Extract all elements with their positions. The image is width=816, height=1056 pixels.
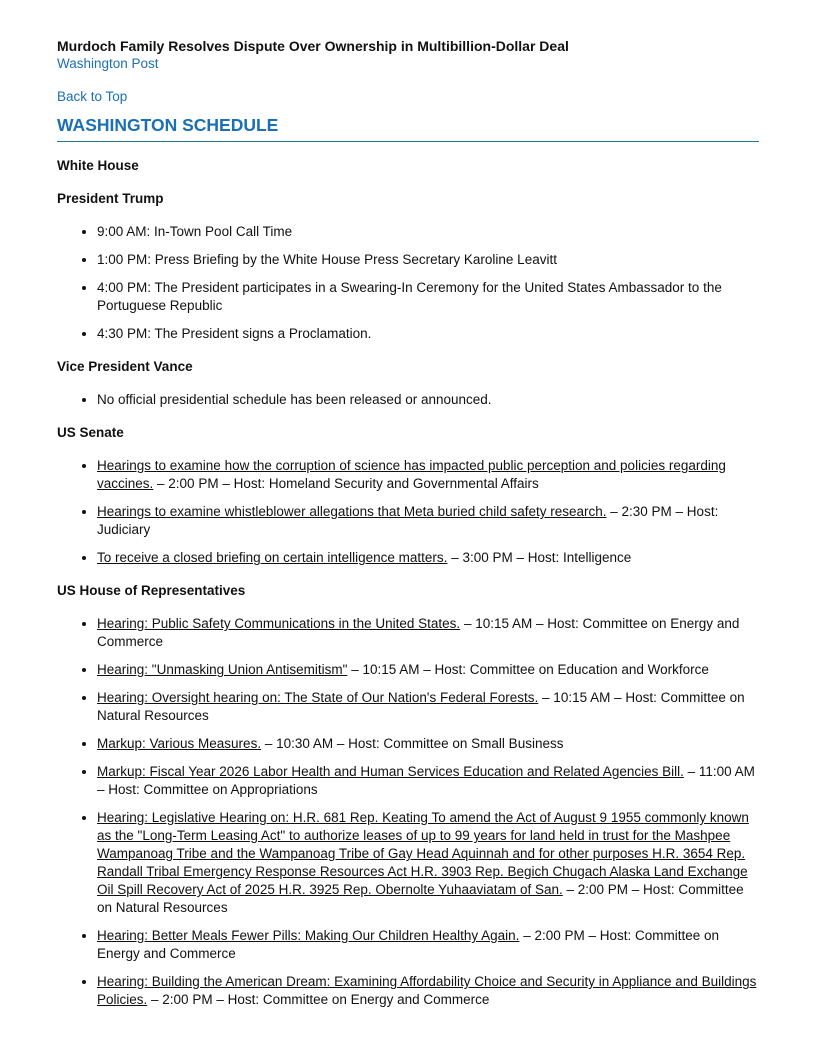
hearing-link[interactable]: Hearing: Public Safety Communications in the United States. <box>97 616 461 631</box>
list-item: • 1:00 PM: Press Briefing by the White House Press Secretary Karoline Leavitt <box>97 251 759 269</box>
story-title: Murdoch Family Resolves Dispute Over Ownership in Multibillion-Dollar Deal <box>57 38 569 54</box>
story-source-link[interactable]: Washington Post <box>57 56 159 71</box>
list-item <box>97 503 759 539</box>
hearing-detail: – 2:00 PM – Host: Committee on Energy and Commerce <box>97 928 720 961</box>
list-item: • 9:00 AM: In-Town Pool Call Time <box>97 223 759 241</box>
vice-president-schedule-list <box>57 391 759 409</box>
hearing-link[interactable]: Hearings to examine whistleblower allegations that Meta buried child safety research. <box>97 504 607 519</box>
markup-link[interactable]: Markup: Fiscal Year 2026 Labor Health and Human Services Education and Related Agencies Bill. <box>97 764 684 779</box>
list-item <box>97 661 759 679</box>
newsletter-page <box>57 0 759 1009</box>
hearing-detail: – 3:00 PM – Host: Intelligence <box>447 550 632 565</box>
president-heading: President Trump <box>57 191 164 206</box>
house-heading: US House of Representatives <box>57 583 246 598</box>
white-house-heading: White House <box>57 158 139 173</box>
list-item <box>97 735 759 753</box>
section-title: WASHINGTON SCHEDULE <box>57 114 759 142</box>
list-item <box>97 763 759 799</box>
hearing-detail: – 10:15 AM – Host: Committee on Education and Workforce <box>347 662 709 677</box>
list-item <box>97 549 759 567</box>
list-item: • No official presidential schedule has been released or announced. <box>97 391 759 409</box>
markup-link[interactable]: Markup: Various Measures. <box>97 736 262 751</box>
hearing-detail: – 10:30 AM – Host: Committee on Small Business <box>261 736 564 751</box>
hearing-detail: – 11:00 AM – Host: Committee on Appropriations <box>97 764 755 797</box>
senate-schedule-list <box>57 457 759 567</box>
list-item <box>97 927 759 963</box>
hearing-link[interactable]: To receive a closed briefing on certain intelligence matters. <box>97 550 448 565</box>
list-item: • 4:00 PM: The President participates in a Swearing-In Ceremony for the United States Ambassador to the Portuguese Republic <box>97 279 759 315</box>
list-item: • 4:30 PM: The President signs a Proclamation. <box>97 325 759 343</box>
president-schedule-list <box>57 223 759 343</box>
hearing-link[interactable]: Hearing: "Unmasking Union Antisemitism" <box>97 662 348 677</box>
house-schedule-list <box>57 615 759 1009</box>
hearing-detail: – 10:15 AM – Host: Committee on Natural Resources <box>97 690 745 723</box>
hearing-detail: – 2:00 PM – Host: Homeland Security and Governmental Affairs <box>153 476 539 491</box>
hearing-link[interactable]: Hearing: Legislative Hearing on: H.R. 681 Rep. Keating To amend the Act of August 9 1955 commonly known as the "Long-Term Leasing Act" to authorize leases of up to 99 years for land held in trust for the Mashpee Wampanoag Tribe and the Wampanoag Tribe of Gay Head Aquinnah and for other purposes H.R. 3654 Rep. Randall Tribal Emergency Response Resources Act H.R. 3903 Rep. Begich Chugach Alaska Land Exchange Oil Spill Recovery Act of 2025 H.R. 3925 Rep. Obernolte Yuhaaviatam of San. <box>97 810 749 897</box>
list-item <box>97 809 759 917</box>
hearing-detail: – 2:30 PM – Host: Judiciary <box>97 504 719 537</box>
hearing-link[interactable]: Hearing: Oversight hearing on: The State of Our Nation's Federal Forests. <box>97 690 539 705</box>
list-item <box>97 457 759 493</box>
hearing-detail: – 2:00 PM – Host: Committee on Natural Resources <box>97 882 744 915</box>
senate-heading: US Senate <box>57 425 124 440</box>
hearing-link[interactable]: Hearings to examine how the corruption of science has impacted public perception and policies regarding vaccines. <box>97 458 726 491</box>
hearing-link[interactable]: Hearing: Better Meals Fewer Pills: Making Our Children Healthy Again. <box>97 928 520 943</box>
back-to-top-link[interactable]: Back to Top <box>57 89 128 104</box>
hearing-detail: – 10:15 AM – Host: Committee on Energy and Commerce <box>97 616 740 649</box>
list-item <box>97 689 759 725</box>
vice-president-heading: Vice President Vance <box>57 359 193 374</box>
hearing-detail: – 2:00 PM – Host: Committee on Energy and Commerce <box>147 992 490 1007</box>
hearing-link[interactable]: Hearing: Building the American Dream: Examining Affordability Choice and Security in Appliance and Buildings Policies. <box>97 974 757 1007</box>
list-item <box>97 973 759 1009</box>
list-item <box>97 615 759 651</box>
